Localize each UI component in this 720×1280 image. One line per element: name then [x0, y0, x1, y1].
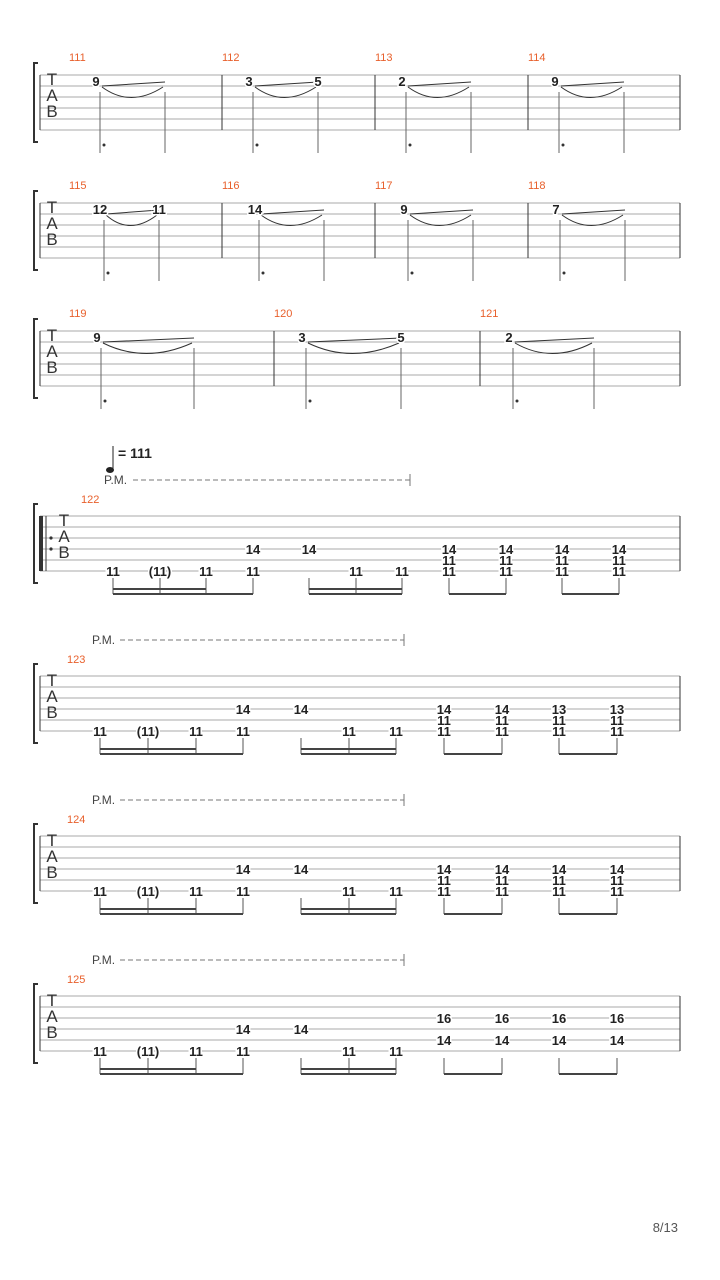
fret-number: 11: [442, 553, 456, 568]
tie-curve: [106, 215, 157, 226]
fret-number: 11: [437, 713, 451, 728]
fret-number: 11: [437, 873, 451, 888]
measure-number: 125: [67, 974, 86, 986]
dot: [411, 272, 414, 275]
fret-number: 11: [93, 1044, 107, 1059]
fret-number: 11: [93, 884, 107, 899]
dot: [516, 400, 519, 403]
fret-number: 11: [437, 884, 451, 899]
fret-number: 14: [609, 862, 625, 877]
tie-curve: [102, 87, 163, 98]
palm-mute-label: P.M.: [92, 793, 116, 807]
fret-number: 14: [235, 702, 251, 717]
fret-number: 11: [246, 564, 260, 579]
repeat-dot: [49, 536, 52, 539]
tab-clef-letter: B: [58, 543, 70, 562]
fret-number: 11: [555, 553, 569, 568]
tab-clef-letter: T: [46, 831, 58, 850]
fret-number: 7: [552, 202, 560, 217]
fret-number: (11): [148, 564, 172, 579]
fret-number: 14: [554, 542, 570, 557]
fret-number: 12: [92, 202, 108, 217]
measure-number: 115: [69, 180, 87, 192]
fret-number: 11: [552, 873, 566, 888]
fret-number: 14: [245, 542, 261, 557]
fret-number: 11: [106, 564, 120, 579]
slide-line: [261, 210, 324, 214]
slide-line: [515, 338, 594, 342]
fret-number: 14: [301, 542, 317, 557]
tempo-marking: = 111: [118, 445, 152, 461]
fret-number: 9: [92, 74, 100, 89]
tie-curve: [103, 343, 192, 354]
measure-number: 113: [375, 52, 393, 64]
dot: [309, 400, 312, 403]
fret-number: 11: [442, 564, 456, 579]
fret-number: 9: [93, 330, 101, 345]
fret-number: 11: [152, 202, 166, 217]
tab-clef-letter: T: [46, 70, 58, 89]
fret-number: 5: [397, 330, 405, 345]
fret-number: 3: [298, 330, 306, 345]
fret-number: 13: [551, 702, 567, 717]
tie-curve: [410, 215, 471, 226]
tie-curve: [261, 215, 322, 226]
fret-number: 2: [398, 74, 406, 89]
fret-number: 14: [551, 1033, 567, 1048]
fret-number: 14: [609, 1033, 625, 1048]
tab-clef-letter: A: [58, 527, 70, 546]
tab-clef-letter: T: [46, 326, 58, 345]
measure-number: 116: [222, 180, 240, 192]
fret-number: 11: [349, 564, 363, 579]
fret-number: 9: [551, 74, 559, 89]
tab-clef-letter: A: [46, 687, 58, 706]
fret-number: 14: [498, 542, 514, 557]
fret-number: 11: [189, 1044, 203, 1059]
slide-line: [562, 210, 625, 214]
fret-number: 11: [236, 1044, 250, 1059]
measure-number: 124: [67, 814, 86, 826]
slide-line: [561, 82, 624, 86]
tie-curve: [308, 343, 399, 354]
fret-number: 14: [494, 1033, 510, 1048]
fret-number: 11: [610, 724, 624, 739]
tab-clef-letter: T: [46, 671, 58, 690]
fret-number: 11: [610, 873, 624, 888]
tab-clef-letter: B: [46, 102, 58, 121]
fret-number: 11: [395, 564, 409, 579]
dot: [103, 144, 106, 147]
fret-number: 11: [612, 564, 626, 579]
staff-bracket: [34, 984, 38, 1063]
slide-line: [410, 210, 473, 214]
measure-number: 112: [222, 52, 240, 64]
fret-number: 11: [555, 564, 569, 579]
staff-bracket: [34, 824, 38, 903]
fret-number: 14: [247, 202, 263, 217]
tab-clef-letter: A: [46, 86, 58, 105]
fret-number: 11: [199, 564, 213, 579]
staff-bracket: [34, 664, 38, 743]
fret-number: 13: [609, 702, 625, 717]
fret-number: 11: [437, 724, 451, 739]
dot: [104, 400, 107, 403]
palm-mute-label: P.M.: [104, 473, 128, 487]
fret-number: 16: [609, 1011, 625, 1026]
repeat-bar-thick: [39, 516, 43, 571]
tab-clef-letter: B: [46, 358, 58, 377]
measure-number: 120: [274, 308, 293, 320]
fret-number: 14: [293, 702, 309, 717]
tab-clef-letter: B: [46, 863, 58, 882]
fret-number: 14: [611, 542, 627, 557]
measure-number: 114: [528, 52, 546, 64]
fret-number: 11: [93, 724, 107, 739]
fret-number: 11: [236, 724, 250, 739]
fret-number: 11: [389, 724, 403, 739]
measure-number: 117: [375, 180, 393, 192]
fret-number: 11: [342, 724, 356, 739]
measure-number: 111: [69, 52, 86, 64]
tab-clef-letter: T: [46, 991, 58, 1010]
tab-clef-letter: A: [46, 847, 58, 866]
fret-number: 16: [436, 1011, 452, 1026]
slide-line: [103, 338, 194, 342]
fret-number: 9: [400, 202, 408, 217]
fret-number: 11: [236, 884, 250, 899]
fret-number: 11: [612, 553, 626, 568]
fret-number: 14: [436, 862, 452, 877]
fret-number: 11: [189, 884, 203, 899]
measure-number: 118: [528, 180, 546, 192]
tie-curve: [515, 343, 592, 354]
fret-number: 11: [389, 1044, 403, 1059]
measure-number: 121: [480, 308, 499, 320]
tab-clef-letter: A: [46, 1007, 58, 1026]
fret-number: 5: [314, 74, 322, 89]
fret-number: 14: [293, 862, 309, 877]
fret-number: 14: [235, 862, 251, 877]
dot: [262, 272, 265, 275]
fret-number: 2: [505, 330, 513, 345]
fret-number: 11: [495, 724, 509, 739]
tab-clef-letter: B: [46, 1023, 58, 1042]
fret-number: 11: [499, 553, 513, 568]
fret-number: 11: [552, 713, 566, 728]
page-number: 8/13: [652, 1220, 678, 1235]
measure-number: 123: [67, 654, 86, 666]
fret-number: 16: [494, 1011, 510, 1026]
fret-number: 11: [499, 564, 513, 579]
fret-number: (11): [136, 884, 160, 899]
fret-number: 3: [245, 74, 253, 89]
palm-mute-label: P.M.: [92, 633, 116, 647]
fret-number: 14: [494, 702, 510, 717]
staff-bracket: [34, 504, 38, 583]
tab-clef-letter: B: [46, 703, 58, 722]
fret-number: 14: [551, 862, 567, 877]
fret-number: 16: [551, 1011, 567, 1026]
dot: [409, 144, 412, 147]
tab-clef-letter: A: [46, 342, 58, 361]
staff-bracket: [34, 319, 38, 398]
dot: [256, 144, 259, 147]
measure-number: 119: [69, 308, 87, 320]
dot: [562, 144, 565, 147]
fret-number: 14: [235, 1022, 251, 1037]
staff-bracket: [34, 191, 38, 270]
fret-number: 14: [436, 702, 452, 717]
staff-bracket: [34, 63, 38, 142]
fret-number: 14: [494, 862, 510, 877]
fret-number: 11: [495, 713, 509, 728]
fret-number: 11: [342, 1044, 356, 1059]
fret-number: 11: [495, 884, 509, 899]
dot: [563, 272, 566, 275]
tab-clef-letter: A: [46, 214, 58, 233]
fret-number: 11: [389, 884, 403, 899]
tie-curve: [408, 87, 469, 98]
slide-line: [308, 338, 401, 342]
fret-number: 11: [189, 724, 203, 739]
tie-curve: [562, 215, 623, 226]
tie-curve: [561, 87, 622, 98]
fret-number: 14: [441, 542, 457, 557]
fret-number: 14: [436, 1033, 452, 1048]
measure-number: 122: [81, 494, 100, 506]
tie-curve: [255, 87, 316, 98]
fret-number: 11: [610, 713, 624, 728]
fret-number: (11): [136, 1044, 160, 1059]
fret-number: 11: [342, 884, 356, 899]
fret-number: (11): [136, 724, 160, 739]
slide-line: [408, 82, 471, 86]
repeat-dot: [49, 547, 52, 550]
tab-clef-letter: B: [46, 230, 58, 249]
dot: [107, 272, 110, 275]
slide-line: [106, 210, 159, 214]
slide-line: [102, 82, 165, 86]
palm-mute-label: P.M.: [92, 953, 116, 967]
tab-clef-letter: T: [46, 198, 58, 217]
slide-line: [255, 82, 318, 86]
tab-clef-letter: T: [58, 511, 70, 530]
fret-number: 11: [495, 873, 509, 888]
fret-number: 14: [293, 1022, 309, 1037]
fret-number: 11: [552, 724, 566, 739]
fret-number: 11: [610, 884, 624, 899]
fret-number: 11: [552, 884, 566, 899]
